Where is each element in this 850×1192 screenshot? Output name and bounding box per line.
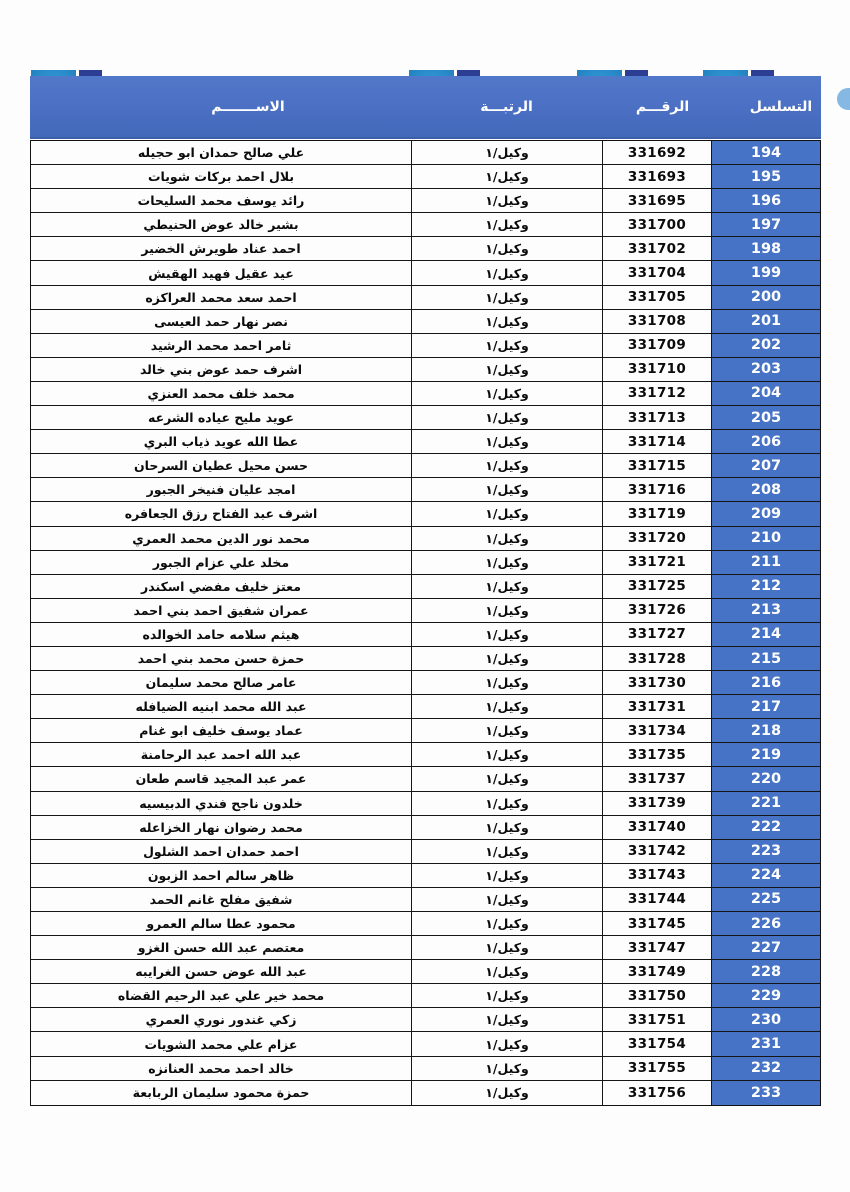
cell-number: 331742 (603, 840, 712, 863)
cell-rank: وكيل/١ (412, 840, 603, 863)
table-row (31, 719, 820, 743)
cell-rank: وكيل/١ (412, 695, 603, 718)
table-row (31, 478, 820, 502)
cell-number: 331740 (603, 816, 712, 839)
cell-rank: وكيل/١ (412, 430, 603, 453)
cell-number: 331727 (603, 623, 712, 646)
table-row (31, 695, 820, 719)
table-row (31, 743, 820, 767)
cell-number: 331755 (603, 1057, 712, 1080)
table-row (31, 358, 820, 382)
table-row (31, 310, 820, 334)
cell-number: 331726 (603, 599, 712, 622)
cell-rank: وكيل/١ (412, 936, 603, 959)
cell-number: 331735 (603, 743, 712, 766)
cell-name: هيثم سلامه حامد الخوالده (31, 623, 412, 646)
cell-rank: وكيل/١ (412, 165, 603, 188)
cell-serial: 194 (712, 141, 820, 164)
cell-name: بشير خالد عوض الحنيطي (31, 213, 412, 236)
cell-name: عيد عقيل فهيد الهقيش (31, 261, 412, 284)
cell-rank: وكيل/١ (412, 261, 603, 284)
cell-name: محمد نور الدين محمد العمري (31, 527, 412, 550)
table-row (31, 936, 820, 960)
cell-rank: وكيل/١ (412, 671, 603, 694)
table-row (31, 1008, 820, 1032)
cell-serial: 223 (712, 840, 820, 863)
column-header-name: الاســـــــم (211, 98, 285, 115)
cell-rank: وكيل/١ (412, 960, 603, 983)
cell-rank: وكيل/١ (412, 310, 603, 333)
cell-name: علي صالح حمدان ابو حجيله (31, 141, 412, 164)
cell-number: 331743 (603, 864, 712, 887)
cell-serial: 214 (712, 623, 820, 646)
cell-name: مخلد علي عزام الجبور (31, 551, 412, 574)
cell-serial: 198 (712, 237, 820, 260)
cell-name: محمود عطا سالم العمرو (31, 912, 412, 935)
cell-number: 331708 (603, 310, 712, 333)
table-row (31, 454, 820, 478)
cell-name: احمد حمدان احمد الشلول (31, 840, 412, 863)
table-row (31, 261, 820, 285)
cell-name: شفيق مفلح غانم الحمد (31, 888, 412, 911)
cell-number: 331749 (603, 960, 712, 983)
table-row (31, 502, 820, 526)
cell-number: 331715 (603, 454, 712, 477)
cell-serial: 231 (712, 1032, 820, 1055)
cell-rank: وكيل/١ (412, 189, 603, 212)
cell-number: 331714 (603, 430, 712, 453)
cell-rank: وكيل/١ (412, 502, 603, 525)
cell-number: 331700 (603, 213, 712, 236)
cell-serial: 232 (712, 1057, 820, 1080)
cell-name: عبد الله محمد ابنيه الضيافله (31, 695, 412, 718)
cell-rank: وكيل/١ (412, 237, 603, 260)
cell-serial: 224 (712, 864, 820, 887)
cell-serial: 204 (712, 382, 820, 405)
page-edge-decoration (837, 88, 850, 110)
cell-name: معتز خليف مفضي اسكندر (31, 575, 412, 598)
cell-name: محمد خير علي عبد الرحيم القضاه (31, 984, 412, 1007)
cell-name: عماد يوسف خليف ابو غنام (31, 719, 412, 742)
cell-number: 331751 (603, 1008, 712, 1031)
cell-number: 331728 (603, 647, 712, 670)
cell-name: محمد رضوان نهار الخزاعله (31, 816, 412, 839)
table-row (31, 165, 820, 189)
table-row (31, 430, 820, 454)
cell-number: 331705 (603, 286, 712, 309)
cell-serial: 203 (712, 358, 820, 381)
table-row (31, 912, 820, 936)
cell-serial: 221 (712, 792, 820, 815)
cell-rank: وكيل/١ (412, 864, 603, 887)
cell-serial: 200 (712, 286, 820, 309)
table-row (31, 767, 820, 791)
cell-name: حسن محيل عطيان السرحان (31, 454, 412, 477)
cell-number: 331730 (603, 671, 712, 694)
cell-number: 331720 (603, 527, 712, 550)
cell-name: عزام علي محمد الشويات (31, 1032, 412, 1055)
cell-name: بلال احمد بركات شويات (31, 165, 412, 188)
cell-serial: 206 (712, 430, 820, 453)
cell-rank: وكيل/١ (412, 767, 603, 790)
cell-name: عمران شفيق احمد بني احمد (31, 599, 412, 622)
cell-number: 331750 (603, 984, 712, 1007)
table-row (31, 984, 820, 1008)
cell-rank: وكيل/١ (412, 1008, 603, 1031)
cell-number: 331693 (603, 165, 712, 188)
cell-serial: 202 (712, 334, 820, 357)
cell-number: 331716 (603, 478, 712, 501)
table-row (31, 1081, 820, 1105)
cell-rank: وكيل/١ (412, 551, 603, 574)
table-row (31, 286, 820, 310)
table-row (31, 575, 820, 599)
table-row (31, 382, 820, 406)
cell-name: عطا الله عويد ذياب البري (31, 430, 412, 453)
cell-name: احمد سعد محمد العراكزه (31, 286, 412, 309)
table-row (31, 406, 820, 430)
cell-serial: 217 (712, 695, 820, 718)
roster-table (30, 70, 821, 1106)
cell-serial: 213 (712, 599, 820, 622)
table-row (31, 623, 820, 647)
cell-name: عويد مليح عياده الشرعه (31, 406, 412, 429)
table-row (31, 551, 820, 575)
column-header-serial: التسلسل (749, 98, 813, 115)
cell-number: 331721 (603, 551, 712, 574)
cell-rank: وكيل/١ (412, 406, 603, 429)
table-body (30, 140, 821, 1106)
table-row (31, 334, 820, 358)
table-row (31, 816, 820, 840)
cell-serial: 207 (712, 454, 820, 477)
cell-number: 331745 (603, 912, 712, 935)
cell-name: احمد عناد طويرش الخضير (31, 237, 412, 260)
cell-name: اشرف عبد الفتاح رزق الجعافره (31, 502, 412, 525)
cell-rank: وكيل/١ (412, 719, 603, 742)
cell-serial: 196 (712, 189, 820, 212)
header-bar (30, 76, 821, 139)
cell-name: عبد الله عوض حسن الغرايبه (31, 960, 412, 983)
cell-number: 331695 (603, 189, 712, 212)
cell-name: امجد عليان فنيخر الجبور (31, 478, 412, 501)
cell-rank: وكيل/١ (412, 527, 603, 550)
cell-rank: وكيل/١ (412, 912, 603, 935)
cell-name: خلدون ناجح فندي الدبيسيه (31, 792, 412, 815)
cell-rank: وكيل/١ (412, 647, 603, 670)
cell-serial: 197 (712, 213, 820, 236)
cell-rank: وكيل/١ (412, 1081, 603, 1105)
cell-serial: 210 (712, 527, 820, 550)
cell-serial: 218 (712, 719, 820, 742)
column-header-rank: الرتبـــة (480, 98, 533, 115)
table-row (31, 213, 820, 237)
cell-number: 331739 (603, 792, 712, 815)
cell-serial: 208 (712, 478, 820, 501)
table-row (31, 864, 820, 888)
cell-rank: وكيل/١ (412, 816, 603, 839)
cell-number: 331712 (603, 382, 712, 405)
cell-serial: 212 (712, 575, 820, 598)
cell-number: 331719 (603, 502, 712, 525)
cell-rank: وكيل/١ (412, 888, 603, 911)
table-row (31, 960, 820, 984)
cell-name: محمد خلف محمد العنزي (31, 382, 412, 405)
cell-name: حمزة محمود سليمان الربابعة (31, 1081, 412, 1105)
table-row (31, 141, 820, 165)
cell-rank: وكيل/١ (412, 575, 603, 598)
cell-number: 331754 (603, 1032, 712, 1055)
cell-serial: 227 (712, 936, 820, 959)
cell-serial: 209 (712, 502, 820, 525)
table-row (31, 671, 820, 695)
cell-number: 331734 (603, 719, 712, 742)
cell-serial: 228 (712, 960, 820, 983)
cell-serial: 222 (712, 816, 820, 839)
table-row (31, 1057, 820, 1081)
cell-number: 331737 (603, 767, 712, 790)
cell-rank: وكيل/١ (412, 358, 603, 381)
cell-serial: 226 (712, 912, 820, 935)
cell-number: 331747 (603, 936, 712, 959)
cell-serial: 220 (712, 767, 820, 790)
table-header (30, 70, 821, 140)
cell-number: 331709 (603, 334, 712, 357)
cell-name: معتصم عبد الله حسن الغزو (31, 936, 412, 959)
cell-name: اشرف حمد عوض بني خالد (31, 358, 412, 381)
cell-rank: وكيل/١ (412, 286, 603, 309)
cell-serial: 225 (712, 888, 820, 911)
cell-rank: وكيل/١ (412, 454, 603, 477)
cell-serial: 205 (712, 406, 820, 429)
cell-serial: 230 (712, 1008, 820, 1031)
cell-rank: وكيل/١ (412, 984, 603, 1007)
cell-rank: وكيل/١ (412, 334, 603, 357)
cell-rank: وكيل/١ (412, 623, 603, 646)
cell-rank: وكيل/١ (412, 1032, 603, 1055)
cell-serial: 229 (712, 984, 820, 1007)
cell-number: 331692 (603, 141, 712, 164)
table-row (31, 888, 820, 912)
cell-serial: 201 (712, 310, 820, 333)
cell-name: ظاهر سالم احمد الزبون (31, 864, 412, 887)
table-row (31, 237, 820, 261)
cell-name: حمزة حسن محمد بني احمد (31, 647, 412, 670)
cell-name: عبد الله احمد عبد الرحامنة (31, 743, 412, 766)
cell-serial: 211 (712, 551, 820, 574)
cell-number: 331756 (603, 1081, 712, 1105)
cell-number: 331731 (603, 695, 712, 718)
cell-name: ثامر احمد محمد الرشيد (31, 334, 412, 357)
cell-serial: 215 (712, 647, 820, 670)
cell-serial: 195 (712, 165, 820, 188)
cell-number: 331710 (603, 358, 712, 381)
cell-rank: وكيل/١ (412, 141, 603, 164)
table-row (31, 1032, 820, 1056)
table-row (31, 840, 820, 864)
cell-serial: 233 (712, 1081, 820, 1105)
cell-rank: وكيل/١ (412, 213, 603, 236)
cell-serial: 199 (712, 261, 820, 284)
cell-number: 331702 (603, 237, 712, 260)
cell-number: 331704 (603, 261, 712, 284)
column-header-number: الرقـــم (635, 98, 690, 115)
cell-name: نصر نهار حمد العيسى (31, 310, 412, 333)
cell-name: خالد احمد محمد العنانزه (31, 1057, 412, 1080)
cell-rank: وكيل/١ (412, 792, 603, 815)
cell-name: رائد يوسف محمد السليحات (31, 189, 412, 212)
table-row (31, 792, 820, 816)
cell-number: 331744 (603, 888, 712, 911)
table-row (31, 527, 820, 551)
cell-rank: وكيل/١ (412, 743, 603, 766)
cell-number: 331725 (603, 575, 712, 598)
cell-name: زكي غندور نوري العمري (31, 1008, 412, 1031)
cell-name: عامر صالح محمد سليمان (31, 671, 412, 694)
table-row (31, 599, 820, 623)
table-row (31, 647, 820, 671)
cell-rank: وكيل/١ (412, 1057, 603, 1080)
cell-name: عمر عبد المجيد قاسم طعان (31, 767, 412, 790)
table-row (31, 189, 820, 213)
cell-serial: 219 (712, 743, 820, 766)
cell-number: 331713 (603, 406, 712, 429)
cell-rank: وكيل/١ (412, 382, 603, 405)
cell-rank: وكيل/١ (412, 599, 603, 622)
cell-rank: وكيل/١ (412, 478, 603, 501)
cell-serial: 216 (712, 671, 820, 694)
